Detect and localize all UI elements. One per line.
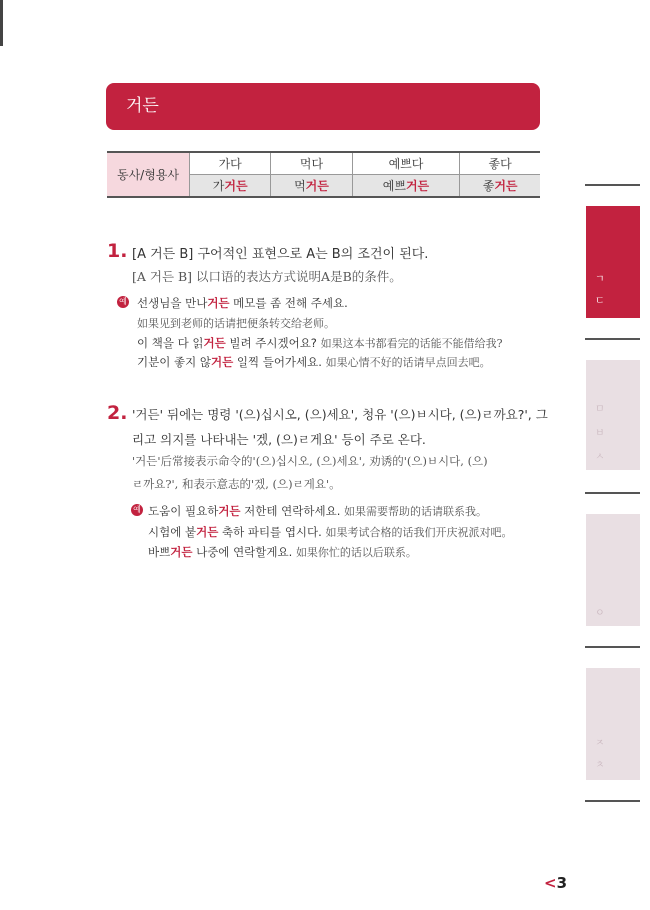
example-badge: 예 (117, 296, 129, 308)
tab-letter: ㅁ (595, 404, 605, 415)
rule-number: 2. (107, 402, 128, 424)
example-text: 이 책을 다 읽 (137, 336, 204, 350)
example-text: 일찍 들어가세요. (233, 355, 326, 369)
chevron-left-icon: < (544, 874, 557, 892)
example-text: 바쁘 (148, 545, 171, 559)
example-text: 메모를 좀 전해 주세요. (229, 296, 348, 310)
example-ending: 거든 (203, 336, 226, 350)
example-line (148, 503, 487, 519)
form-cell (190, 175, 271, 198)
rule-section-1 (107, 240, 547, 370)
index-tab-giyeok[interactable] (586, 206, 640, 318)
tab-letter: ㅈ (595, 738, 605, 749)
form-cell (271, 175, 352, 198)
rule-text-zh: ㄹ까요?', 和表示意志的'겠, (으)ㄹ게요'。 (132, 477, 341, 491)
tab-divider (585, 646, 640, 648)
form-cell (460, 175, 540, 198)
example-text: 선생님을 만나 (137, 296, 208, 310)
form-ending: 거든 (405, 179, 430, 193)
example-line (137, 335, 502, 351)
example-text: 시험에 붙 (148, 525, 197, 539)
index-tab-mieum[interactable] (586, 360, 640, 470)
example-text: 나중에 연락할게요. (192, 545, 296, 559)
example-text: 도움이 필요하 (148, 504, 219, 518)
rule-number: 1. (107, 240, 128, 262)
example-badge: 예 (131, 504, 143, 516)
form-stem: 가 (212, 179, 225, 193)
rule-section-2 (107, 402, 547, 562)
example-translation: 如果心情不好的话请早点回去吧。 (325, 356, 491, 369)
conjugation-table (107, 151, 540, 198)
rule-text-ko: [A 거든 B] 구어적인 표현으로 A는 B의 조건이 된다. (132, 247, 429, 262)
example-ending: 거든 (218, 504, 241, 518)
example-text: 빌려 주시겠어요? (225, 336, 321, 350)
stem-cell: 예쁘다 (352, 152, 460, 175)
form-ending: 거든 (494, 179, 518, 193)
example-translation: 如果需要帮助的话请联系我。 (344, 505, 488, 518)
stem-cell: 좋다 (460, 152, 540, 175)
form-stem: 먹 (294, 179, 306, 193)
form-stem: 좋 (482, 179, 495, 193)
rule-text-zh: '거든'后常接表示命令的'(으)십시오, (으)세요', 劝诱的'(으)ㅂ시다, (으) (132, 454, 488, 468)
example-line (137, 295, 348, 311)
tab-letter: ㅇ (595, 608, 605, 619)
example-text: 기분이 좋지 않 (137, 355, 211, 369)
example-ending: 거든 (196, 525, 219, 539)
stem-cell: 먹다 (271, 152, 352, 175)
index-tab-jieut[interactable] (586, 668, 640, 780)
section-header (106, 83, 540, 130)
tab-divider (585, 338, 640, 340)
tab-letter: ㅅ (595, 452, 605, 463)
rule-text-ko: '거든' 뒤에는 명령 '(으)십시오, (으)세요', 청유 '(으)ㅂ시다, (으)ㄹ까요?', 그 (132, 407, 548, 422)
example-line (148, 544, 417, 560)
rule-text-ko: 리고 의지를 나타내는 '겠, (으)ㄹ게요' 등이 주로 온다. (132, 432, 426, 447)
tab-divider (585, 800, 640, 802)
example-translation: 如果考试合格的话我们开庆祝派对吧。 (325, 526, 513, 539)
form-ending: 거든 (224, 179, 248, 193)
index-tab-ieung[interactable] (586, 514, 640, 626)
tab-letter: ㅊ (595, 760, 605, 771)
stem-cell: 가다 (190, 152, 271, 175)
example-ending: 거든 (207, 296, 230, 310)
page-number (544, 874, 567, 892)
form-cell (352, 175, 460, 198)
table-row-label: 동사/형용사 (107, 152, 190, 197)
example-line (148, 524, 512, 540)
tab-divider (585, 492, 640, 494)
example-translation: 如果这本书都看完的话能不能借给我? (320, 337, 503, 350)
form-stem: 예쁘 (382, 179, 406, 193)
example-ending: 거든 (210, 355, 234, 369)
example-text: 저한테 연락하세요. (240, 504, 345, 518)
rule-text-zh: [A 거든 B] 以口语的表达方式说明A是B的条件。 (132, 269, 402, 284)
example-line (137, 354, 491, 370)
page-number-value: 3 (556, 874, 568, 892)
example-translation: 如果见到老师的话请把便条转交给老师。 (137, 317, 335, 330)
example-ending: 거든 (170, 545, 193, 559)
example-text: 축하 파티를 엽시다. (218, 525, 326, 539)
form-ending: 거든 (305, 179, 329, 193)
example-translation: 如果你忙的话以后联系。 (295, 546, 417, 559)
tab-letter: ㄷ (595, 296, 605, 307)
page-corner-mark (0, 0, 3, 46)
tab-letter: ㄱ (595, 274, 605, 285)
tab-divider (585, 184, 640, 186)
section-title: 거든 (126, 96, 159, 116)
tab-letter: ㅂ (595, 428, 605, 439)
